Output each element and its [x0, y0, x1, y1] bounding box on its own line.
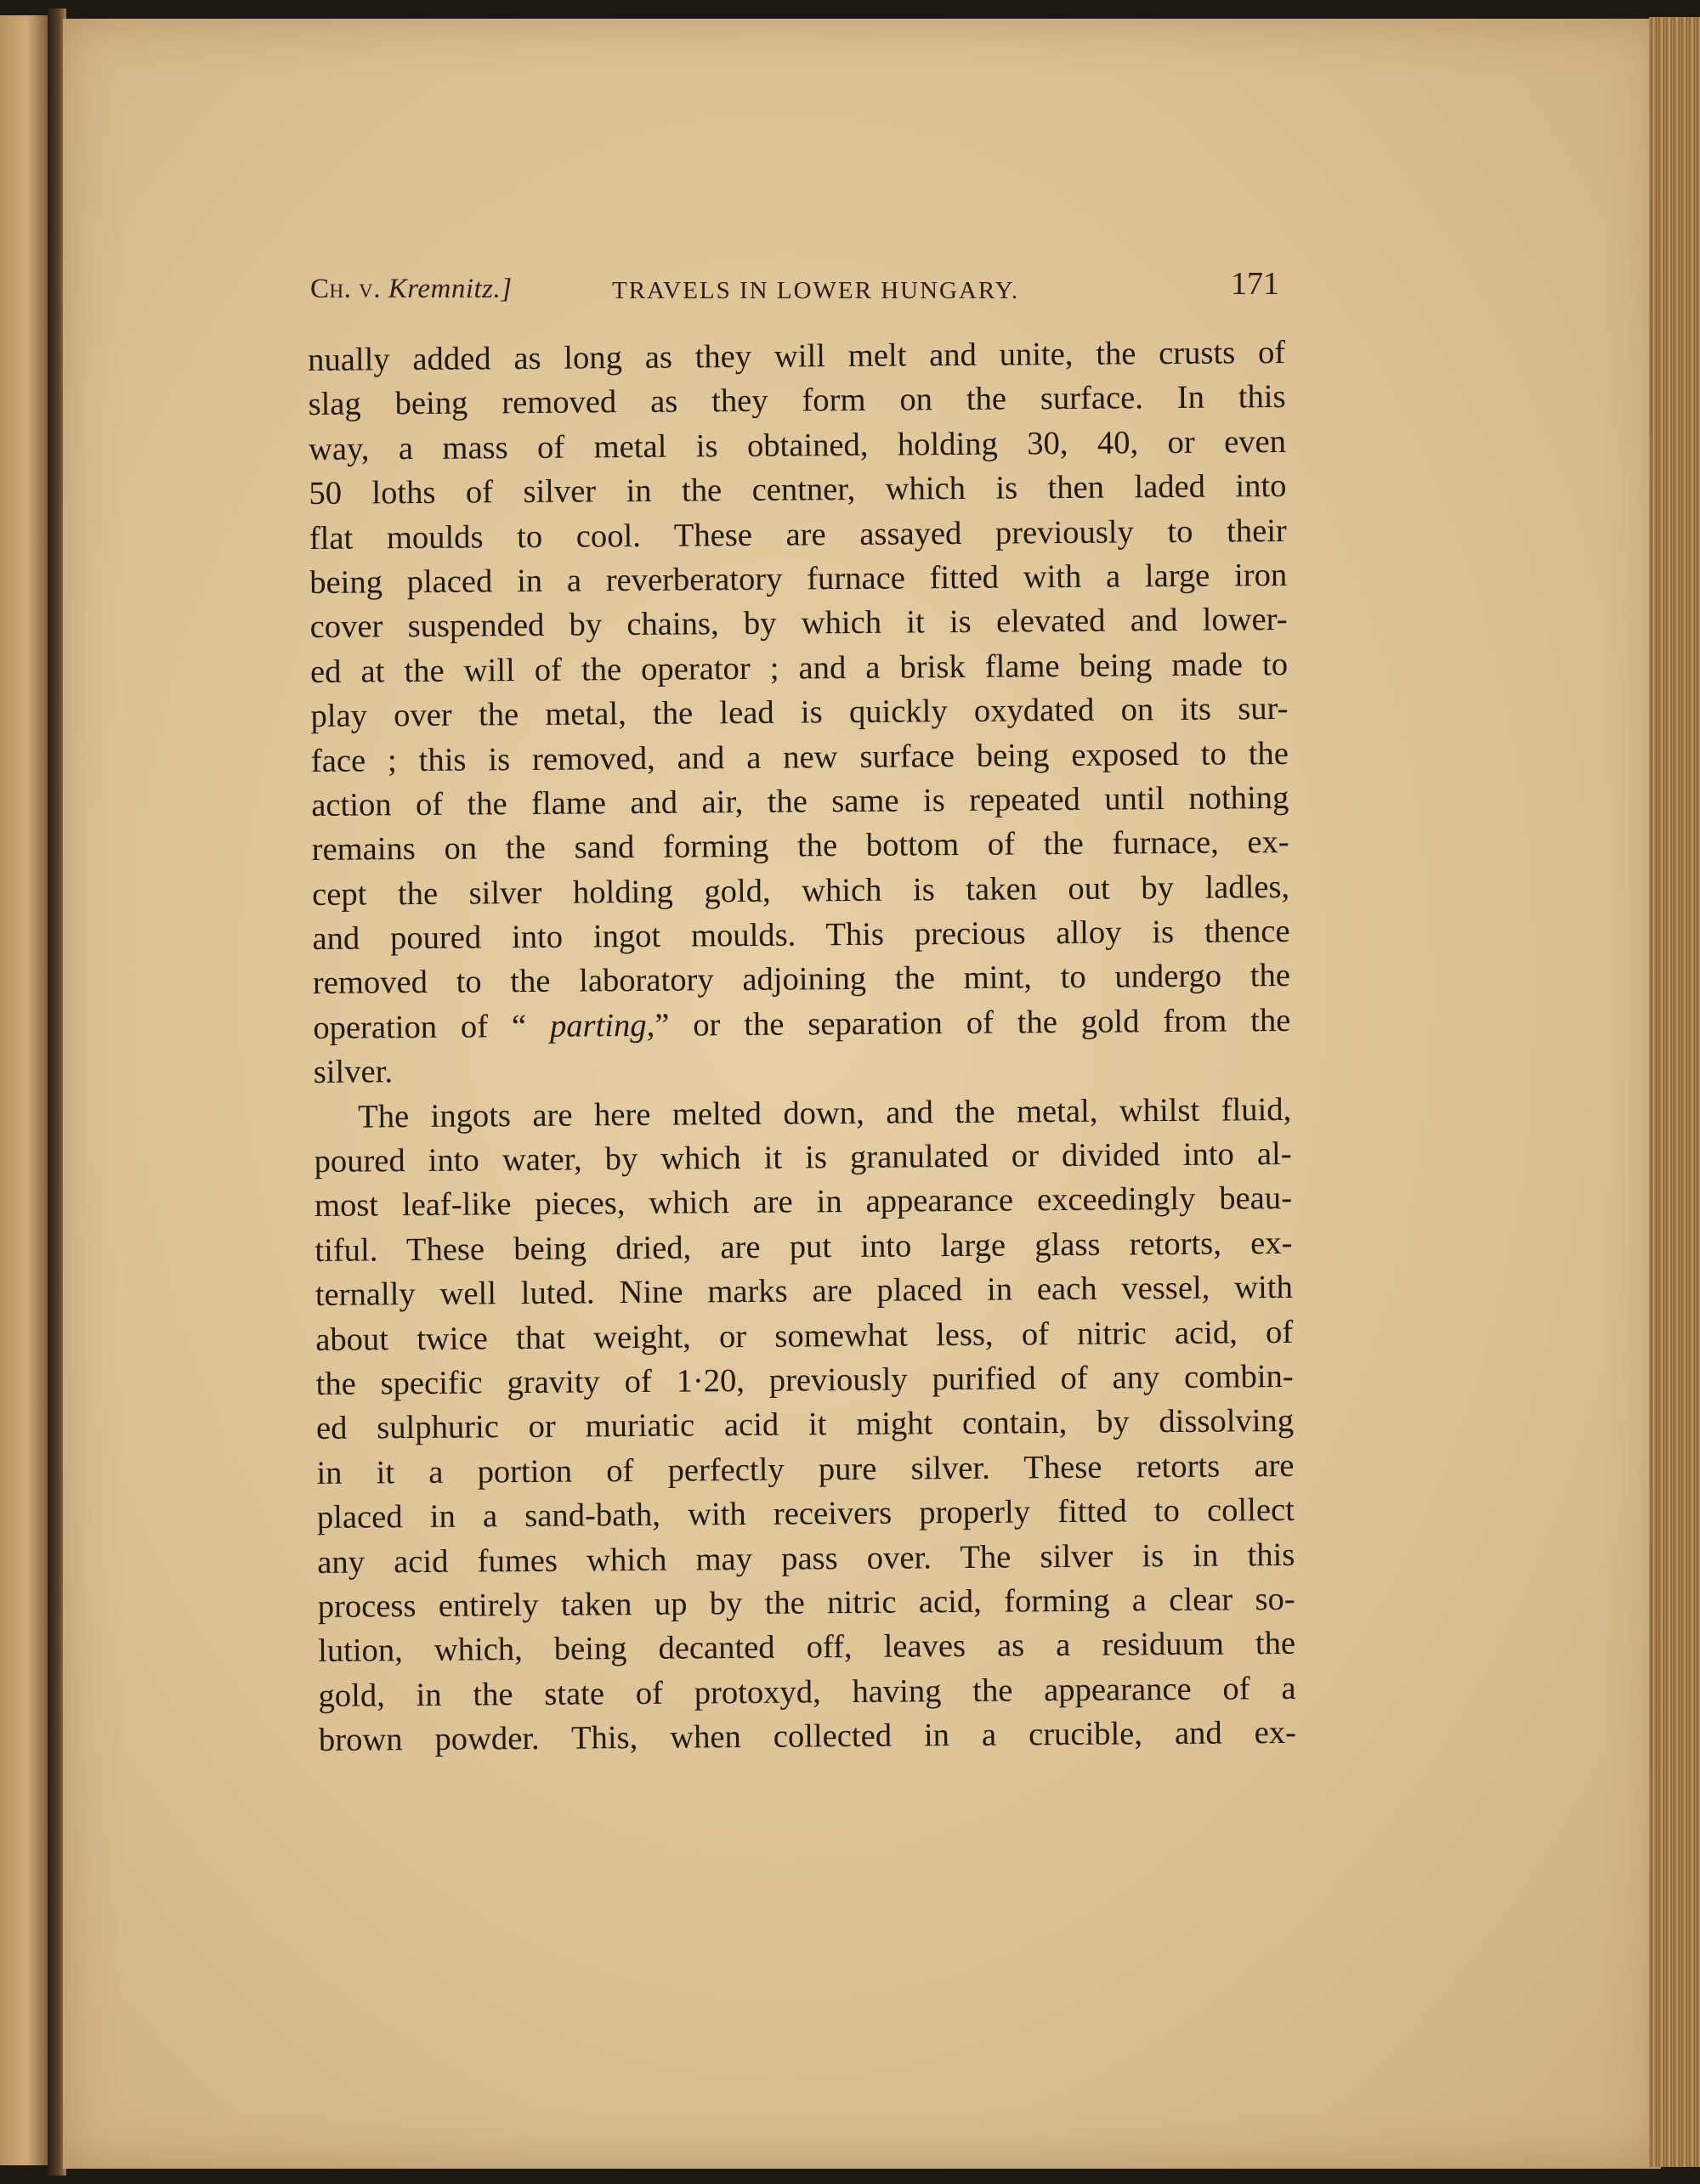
text-line: ed at the will of the operator ; and a brisk flame being made to: [309, 646, 1289, 690]
text-line: The ingots are here melted down, and the metal, whilst fluid,: [358, 1091, 1292, 1135]
chapter-reference: [310, 274, 513, 305]
paragraph: [314, 1088, 1296, 1763]
text-line: most leaf-like pieces, which are in appearance exceedingly beau-: [314, 1180, 1293, 1225]
text-line: 50 loths of silver in the centner, which is then laded into: [309, 468, 1287, 512]
text-line: any acid fumes which may pass over. The silver is in this: [317, 1536, 1295, 1581]
text-line: being placed in a reverberatory furnace fitted with a large iron: [309, 557, 1288, 601]
chapter-place: Kremnitz.]: [388, 274, 513, 304]
text-line: cover suspended by chains, by which it is elevated and lower-: [309, 602, 1288, 646]
text-line: play over the metal, the lead is quickly oxydated on its sur-: [310, 691, 1289, 735]
text-line: remains on the sand forming the bottom of the furnace, ex-: [311, 824, 1289, 869]
text-line: face ; this is removed, and a new surface being exposed to the: [310, 735, 1289, 779]
text-line: the specific gravity of 1·20, previously purified of any combin-: [315, 1358, 1294, 1402]
paragraph: [308, 331, 1291, 1095]
text-line: poured into water, by which it is granulated or divided into al-: [314, 1135, 1292, 1180]
text-line: in it a portion of perfectly pure silver. These retorts are: [316, 1447, 1295, 1491]
text-line: about twice that weight, or somewhat less, of nitric acid, of: [315, 1314, 1294, 1358]
body-text: [308, 331, 1296, 1762]
chapter-number: Ch. v.: [310, 274, 381, 304]
text-line: nually added as long as they will melt and unite, the crusts of: [308, 334, 1286, 378]
text-line: silver.: [313, 1054, 394, 1091]
page-number: 171: [1231, 266, 1279, 302]
text-line: ed sulphuric or muriatic acid it might contain, by dissolving: [315, 1403, 1295, 1447]
text-line: process entirely taken up by the nitric acid, forming a clear so-: [317, 1581, 1295, 1625]
text-line: removed to the laboratory adjoining the mint, to undergo the: [312, 958, 1291, 1002]
italic-term: parting: [549, 1007, 647, 1044]
text-line: slag being removed as they form on the surface. In this: [308, 379, 1286, 423]
text-line: and poured into ingot moulds. This precious alloy is thence: [312, 914, 1290, 958]
text-line: way, a mass of metal is obtained, holding 30, 40, or even: [308, 423, 1287, 467]
text-line: flat moulds to cool. These are assayed previously to their: [309, 512, 1287, 557]
text-line: tiful. These being dried, are put into large glass retorts, ex-: [314, 1225, 1293, 1269]
running-head: [310, 266, 1279, 313]
text-line: action of the flame and air, the same is repeated until nothing: [311, 779, 1289, 823]
text-line: ternally well luted. Nine marks are placed in each vessel, with: [314, 1270, 1293, 1314]
text-line: placed in a sand-bath, with receivers properly fitted to collect: [316, 1492, 1295, 1536]
text-line: brown powder. This, when collected in a crucible, and ex-: [318, 1715, 1297, 1759]
book-title: TRAVELS IN LOWER HUNGARY.: [612, 277, 1020, 304]
text-line: gold, in the state of protoxyd, having the appearance of a: [318, 1670, 1296, 1714]
page-edges: [1649, 17, 1700, 2167]
text-line: cept the silver holding gold, which is taken out by ladles,: [311, 869, 1290, 913]
text-line: operation of “ parting,” or the separation of the gold from the: [313, 1002, 1291, 1046]
facing-page-edge: [0, 15, 49, 2165]
text-line: lution, which, being decanted off, leaves as a residuum the: [317, 1626, 1296, 1670]
